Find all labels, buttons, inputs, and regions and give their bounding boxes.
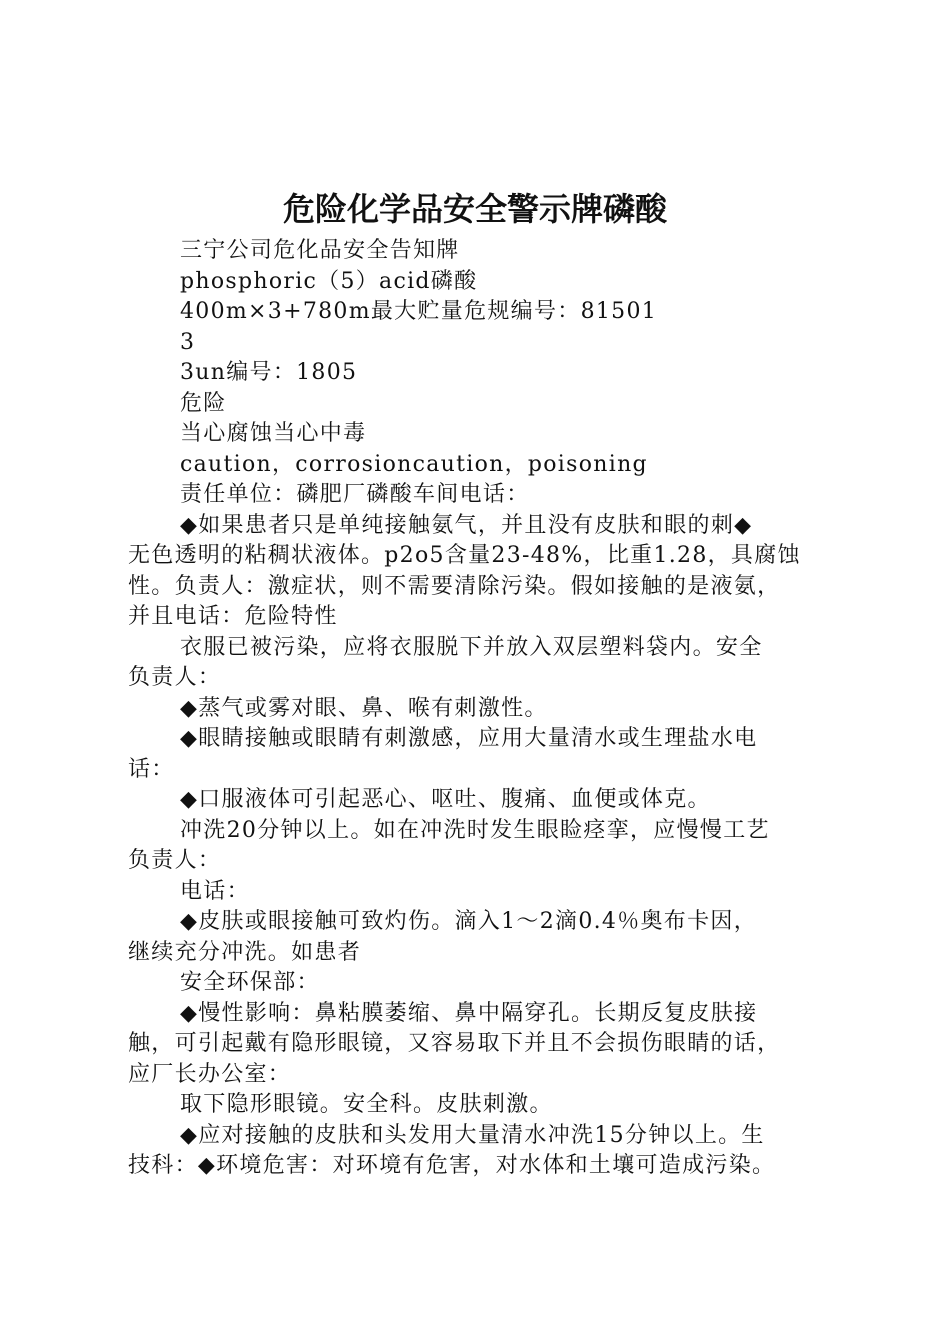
body-line: 继续充分冲洗。如患者 (128, 939, 362, 965)
body-line: 安全环保部： (180, 970, 320, 995)
body-line: 冲洗20分钟以上。如在冲洗时发生眼睑痉挛，应慢慢工艺 (180, 817, 770, 843)
body-line: ◆如果患者只是单纯接触氨气，并且没有皮肤和眼的刺◆ (180, 512, 753, 538)
body-line: 400m×3+780m最大贮量危规编号：81501 (180, 299, 658, 324)
body-line: 当心腐蚀当心中毒 (180, 421, 367, 446)
body-line: ◆口服液体可引起恶心、呕吐、腹痛、血便或体克。 (180, 787, 711, 812)
body-line: 三宁公司危化品安全告知牌 (180, 238, 460, 263)
body-line: ◆应对接触的皮肤和头发用大量清水冲洗15分钟以上。生 (180, 1122, 765, 1148)
body-line: caution，corrosioncaution，poisoning (180, 451, 648, 477)
body-line: 性。负责人：激症状，则不需要清除污染。假如接触的是液氨， (128, 573, 781, 599)
body-line: 负责人： (128, 848, 222, 873)
body-line: 危险 (180, 390, 227, 416)
body-line: 3un编号：1805 (180, 360, 358, 385)
body-line: ◆皮肤或眼接触可致灼伤。滴入1～2滴0.4％奥布卡因， (180, 909, 758, 934)
body-line: 责任单位：磷肥厂磷酸车间电话： (180, 482, 530, 507)
body-line: 触，可引起戴有隐形眼镜，又容易取下并且不会损伤眼睛的话， (128, 1031, 781, 1056)
body-line: 3 (180, 329, 196, 355)
body-line: 话： (128, 756, 175, 782)
body-line: 电话： (180, 878, 250, 904)
body-line: 应厂长办公室： (128, 1061, 292, 1087)
body-line: 取下隐形眼镜。安全科。皮肤刺激。 (180, 1092, 553, 1117)
body-line: 无色透明的粘稠状液体。p2o5含量23-48%，比重1.28，具腐蚀 (128, 543, 801, 568)
document-title: 危险化学品安全警示牌磷酸 (282, 190, 667, 228)
body-line: phosphoric（5）acid磷酸 (180, 268, 478, 294)
body-line: 衣服已被污染，应将衣服脱下并放入双层塑料袋内。安全 (180, 634, 763, 660)
document-body (128, 236, 852, 1182)
body-line: 负责人： (128, 665, 222, 690)
body-line: 技科：◆环境危害：对环境有危害，对水体和土壤可造成污染。 (128, 1153, 776, 1178)
body-line: ◆眼睛接触或眼睛有刺激感，应用大量清水或生理盐水电 (180, 726, 758, 751)
body-line: ◆蒸气或雾对眼、鼻、喉有刺激性。 (180, 695, 548, 721)
body-line: 并且电话：危险特性 (128, 604, 338, 629)
body-line: ◆慢性影响：鼻粘膜萎缩、鼻中隔穿孔。长期反复皮肤接 (180, 1000, 758, 1026)
